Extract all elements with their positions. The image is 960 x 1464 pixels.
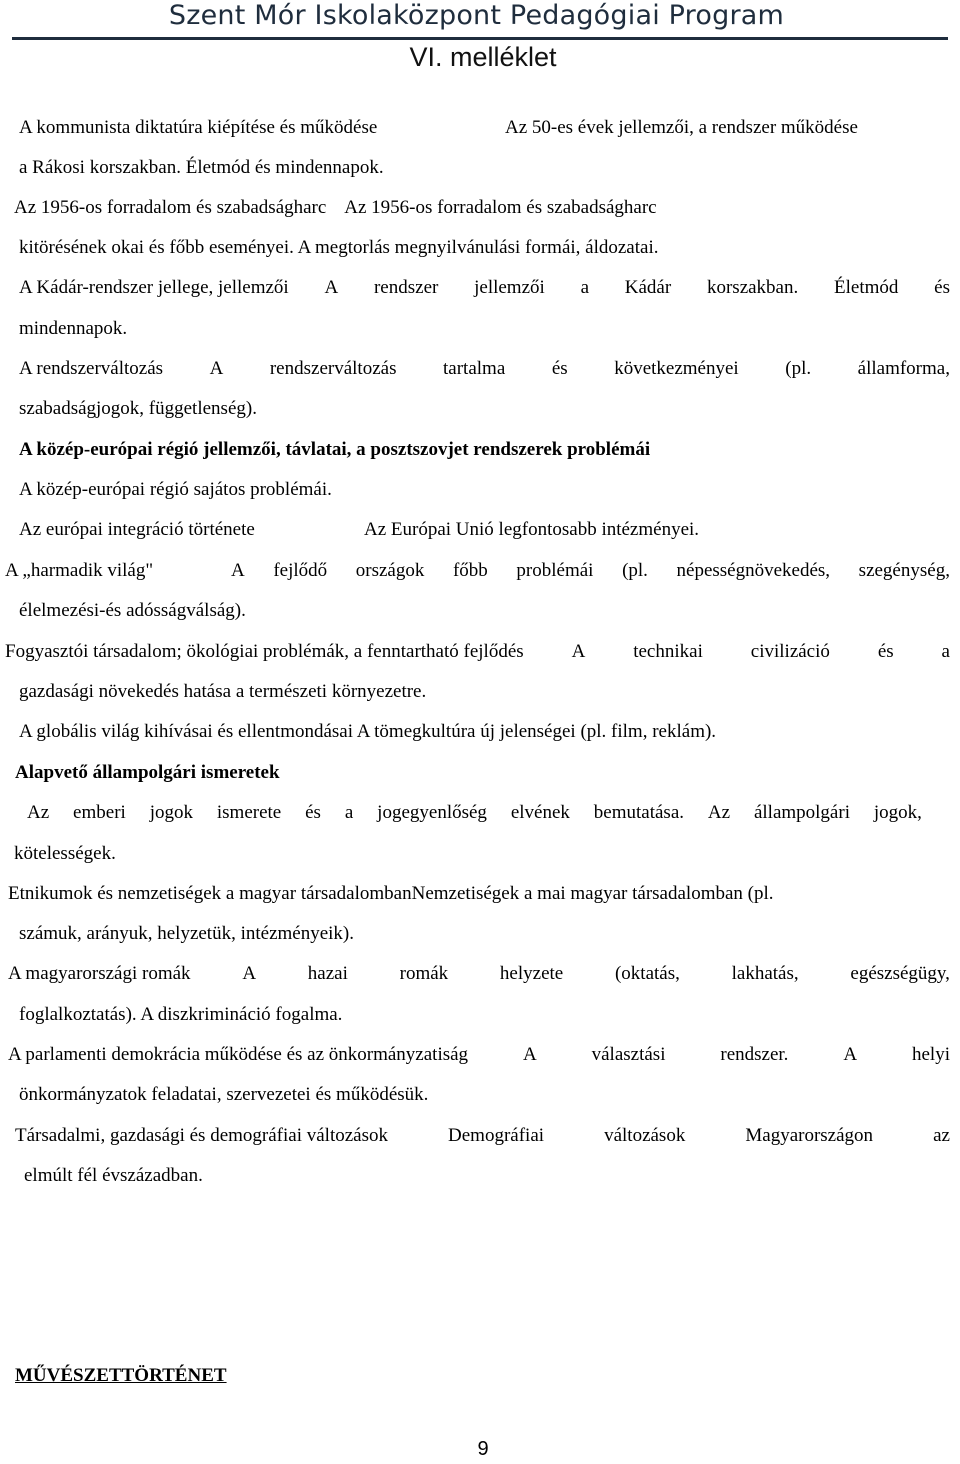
text-line-20: Etnikumok és nemzetiségek a magyar társadalombanNemzetiségek a mai magyar társadalomban (pl. <box>8 883 774 904</box>
text-line-25: önkormányzatok feladatai, szervezetei és működésük. <box>19 1084 429 1105</box>
section-heading-art-history: MŰVÉSZETTÖRTÉNET <box>15 1365 227 1386</box>
text-line-15: gazdasági növekedés hatása a természeti környezetre. <box>19 681 427 702</box>
text-line-10: A közép-európai régió sajátos problémái. <box>19 479 332 500</box>
text-line-27: elmúlt fél évszázadban. <box>24 1165 203 1186</box>
text-line-12b: A fejlődő országok főbb problémái (pl. népességnövekedés, szegénység, <box>231 560 950 581</box>
text-line-14: Fogyasztói társadalom; ökológiai problémák, a fenntartható fejlődés A technikai civilizáció és a <box>5 641 950 662</box>
text-line-24: A parlamenti demokrácia működése és az önkormányzatiság A választási rendszer. A helyi <box>8 1044 950 1065</box>
header-title: Szent Mór Iskolaközpont Pedagógiai Program <box>168 0 784 31</box>
text-line-13: élelmezési-és adósságválság). <box>19 600 246 621</box>
text-line-1a: A kommunista diktatúra kiépítése és működése <box>19 117 378 138</box>
text-line-16: A globális világ kihívásai és ellentmondásai A tömegkultúra új jelenségei (pl. film, reklám). <box>19 721 717 742</box>
text-line-11a: Az európai integráció története <box>19 519 255 540</box>
text-line-19: kötelességek. <box>14 843 116 864</box>
text-line-21: számuk, arányuk, helyzetük, intézményeik). <box>19 923 355 944</box>
text-line-4: kitörésének okai és főbb eseményei. A megtorlás megnyilvánulási formái, áldozatai. <box>19 237 659 258</box>
text-line-8: szabadságjogok, függetlenség). <box>19 398 257 419</box>
text-line-6: mindennapok. <box>19 318 128 339</box>
text-line-3: Az 1956-os forradalom és szabadságharc Az 1956-os forradalom és szabadságharc <box>14 197 657 218</box>
section-heading: A közép-európai régió jellemzői, távlatai, a posztszovjet rendszerek problémái <box>19 439 651 460</box>
text-line-1b: Az 50-es évek jellemzői, a rendszer működése <box>505 117 858 138</box>
text-line-7: A rendszerváltozás A rendszerváltozás tartalma és következményei (pl. államforma, <box>19 358 950 379</box>
text-line-5: A Kádár-rendszer jellege, jellemzői A rendszer jellemzői a Kádár korszakban. Életmód és <box>19 277 950 298</box>
header-subtitle: VI. melléklet <box>409 42 557 72</box>
text-line-26: Társadalmi, gazdasági és demográfiai változások Demográfiai változások Magyarországon az <box>15 1125 950 1146</box>
text-line-23: foglalkoztatás). A diszkrimináció fogalma. <box>19 1004 343 1025</box>
section-heading-citizenship: Alapvető állampolgári ismeretek <box>15 762 280 783</box>
text-line-12a: A „harmadik világ" <box>5 560 154 581</box>
text-line-18: Az emberi jogok ismerete és a jogegyenlőség elvének bemutatása. Az állampolgári jogok, <box>27 802 922 823</box>
page-number: 9 <box>477 1438 489 1460</box>
text-line-2: a Rákosi korszakban. Életmód és mindennapok. <box>19 157 384 178</box>
header-divider <box>12 37 948 40</box>
text-line-11b: Az Európai Unió legfontosabb intézményei. <box>364 519 700 540</box>
text-line-22: A magyarországi romák A hazai romák helyzete (oktatás, lakhatás, egészségügy, <box>8 963 950 984</box>
